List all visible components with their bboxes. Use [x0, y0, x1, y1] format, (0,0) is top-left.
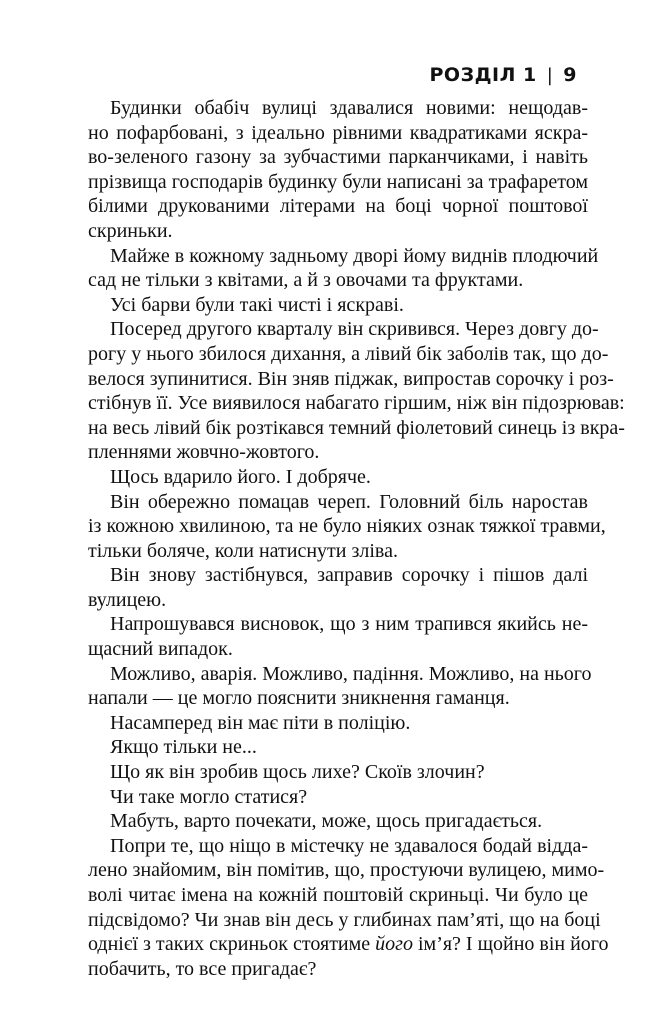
page-number: 9 — [563, 64, 577, 86]
paragraph — [88, 735, 588, 760]
text-line: Усі барви були такі чисті і яскраві. — [110, 293, 404, 316]
text-line: прізвища господарів будинку були написані за трафаретом — [88, 170, 588, 193]
text-line: білими друкованими літерами на боці чорної поштової — [88, 195, 588, 218]
paragraph — [88, 612, 588, 661]
text-line: скриньки. — [88, 219, 173, 242]
text-line: сад не тільки з квітами, а й з овочами та фруктами. — [88, 269, 524, 292]
text-line: Попри те, що ніщо в містечку не здавалося бодай віддa- — [110, 834, 588, 857]
text-line: Посеред другого кварталу він скривився. Через довгу до- — [110, 318, 599, 341]
text-line: волі читає імена на кожній поштовій скриньці. Чи було це — [88, 884, 588, 906]
text-line: но пофарбовані, з ідеально рівними квадратиками яскра- — [88, 121, 588, 144]
text-line: Щось вдарило його. І добряче. — [110, 465, 371, 488]
text-line: Що як він зробив щось лихе? Скоїв злочин? — [110, 761, 485, 784]
body-text — [88, 96, 625, 981]
text-line: Напрошувався висновок, що з ним трапився якийсь не- — [110, 613, 588, 636]
emphasis-tail: ім’я? І щойно він його — [412, 933, 609, 956]
running-header — [430, 60, 578, 90]
text-line: Мабуть, варто почекати, може, щось пригадається. — [110, 810, 543, 833]
paragraph — [88, 662, 592, 711]
paragraph — [88, 711, 588, 736]
text-line: підсвідомо? Чи знав він десь у глибинах пам’яті, що на боці — [88, 908, 601, 931]
text-line: із кожною хвилиною, та не було ніяких ознак тяжкої травми, — [88, 515, 606, 538]
text-line: велося зупинитися. Він зняв піджак, випростав сорочку і роз- — [88, 367, 614, 390]
paragraph — [88, 834, 609, 982]
paragraph — [88, 760, 588, 785]
text-line: пленнями жовчно-жовтого. — [88, 441, 320, 464]
text-line: напали — це могло пояснити зникнення гаманця. — [88, 687, 510, 710]
paragraph — [88, 293, 588, 318]
text-line: тільки боляче, коли натиснути зліва. — [88, 539, 398, 562]
text-line: рогу у нього збилося дихання, а лівий бік заболів так, що до- — [88, 342, 609, 365]
paragraph — [88, 785, 588, 810]
paragraph — [88, 465, 588, 490]
paragraph — [88, 317, 625, 465]
text-line: однієї з таких скриньок стоятиме його ім’я? І щойно він його — [88, 933, 609, 956]
paragraph — [88, 490, 606, 564]
text-line: Будинки обабіч вулиці здавалися новими: нещодав- — [110, 97, 588, 119]
text-line: на весь лівий бік розтікався темний фіолетовий синець із вкра- — [88, 416, 625, 439]
text-line: Насамперед він має піти в поліцію. — [110, 711, 411, 734]
paragraph — [88, 96, 588, 244]
paragraph — [88, 809, 588, 834]
emphasis-word: його — [375, 933, 413, 956]
text-line: Майже в кожному задньому дворі йому виднів плодючий — [110, 244, 599, 267]
text-line: щасний випадок. — [88, 638, 233, 661]
chapter-title: РОЗДІЛ 1 — [429, 64, 537, 86]
text-line: Можливо, аварія. Можливо, падіння. Можливо, на нього — [110, 662, 592, 685]
text-line: Він обережно помацав череп. Головний біль наростав — [110, 490, 588, 513]
text-line: Якщо тільки не... — [110, 736, 257, 759]
text-line: побачить, то все пригадає? — [88, 957, 317, 980]
paragraph — [88, 244, 599, 293]
text-line: вулицею. — [88, 588, 167, 611]
text-line: во-зеленого газону за зубчастими парканчиками, і навіть — [88, 146, 588, 169]
header-separator: | — [546, 64, 554, 86]
text-line: Чи таке могло статися? — [110, 785, 308, 808]
text-line: лено знайомим, він помітив, що, простуючи вулицею, мимо- — [88, 859, 605, 882]
text-line: стібнув її. Усе виявилося набагато гіршим, ніж він підозрював: — [88, 392, 625, 415]
text-line: Він знову застібнувся, заправив сорочку і пішов далі — [110, 564, 588, 587]
paragraph — [88, 563, 588, 612]
